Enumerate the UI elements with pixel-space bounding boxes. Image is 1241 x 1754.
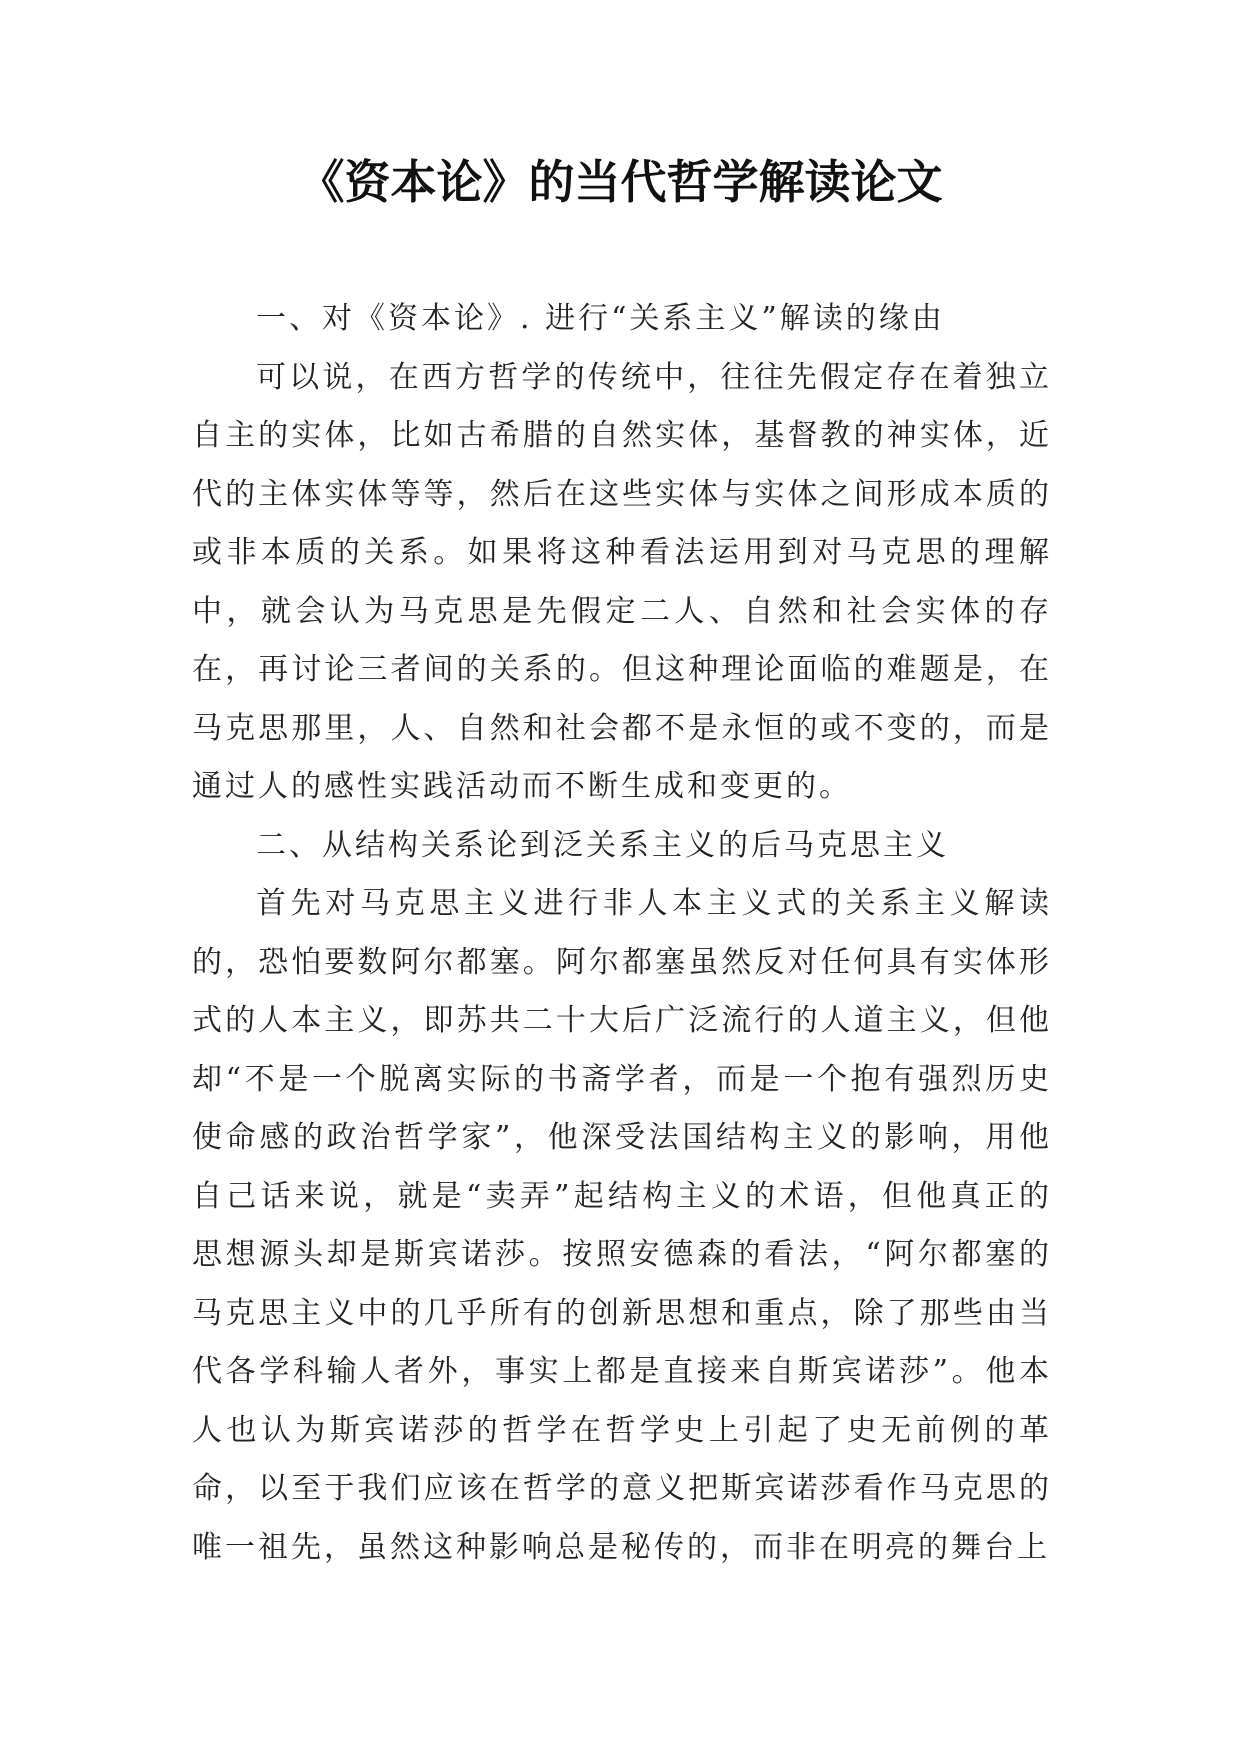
document-title: 《资本论》的当代哲学解读论文 (298, 155, 943, 209)
paragraph-1: 可以说，在西方哲学的传统中，往往先假定存在着独立自主的实体，比如古希腊的自然实体，基督教的神实体，近代的主体实体等等，然后在这些实体与实体之间形成本质的或非本质的关系。如果将这种看法运用到对马克思的理解中，就会认为马克思是先假定二人、自然和社会实体的存在，再讨论三者间的关系的。但这种理论面临的难题是，在马克思那里，人、自然和社会都不是永恒的或不变的，而是通过人的感性实践活动而不断生成和变更的。 (192, 359, 1052, 804)
section-heading-2: 二、从结构关系论到泛关系主义的后马克思主义 (256, 827, 949, 863)
section-heading-1: 一、对《资本论》. 进行“关系主义”解读的缘由 (256, 301, 945, 336)
paragraph-2: 首先对马克思主义进行非人本主义式的关系主义解读的，恐怕要数阿尔都塞。阿尔都塞虽然反对任何具有实体形式的人本主义，即苏共二十大后广泛流行的人道主义，但他却“不是一个脱离实际的书斋学者，而是一个抱有强烈历史使命感的政治哲学家”，他深受法国结构主义的影响，用他自己话来说，就是“卖弄”起结构主义的术语，但他真正的思想源头却是斯宾诺莎。按照安德森的看法，“阿尔都塞的马克思主义中的几乎所有的创新思想和重点，除了那些由当代各学科输人者外，事实上都是直接来自斯宾诺莎”。他本人也认为斯宾诺莎的哲学在哲学史上引起了史无前例的革命，以至于我们应该在哲学的意义把斯宾诺莎看作马克思的唯一祖先，虽然这种影响总是秘传的，而非在明亮的舞台上 (192, 886, 1052, 1565)
document-body (192, 290, 1052, 1577)
